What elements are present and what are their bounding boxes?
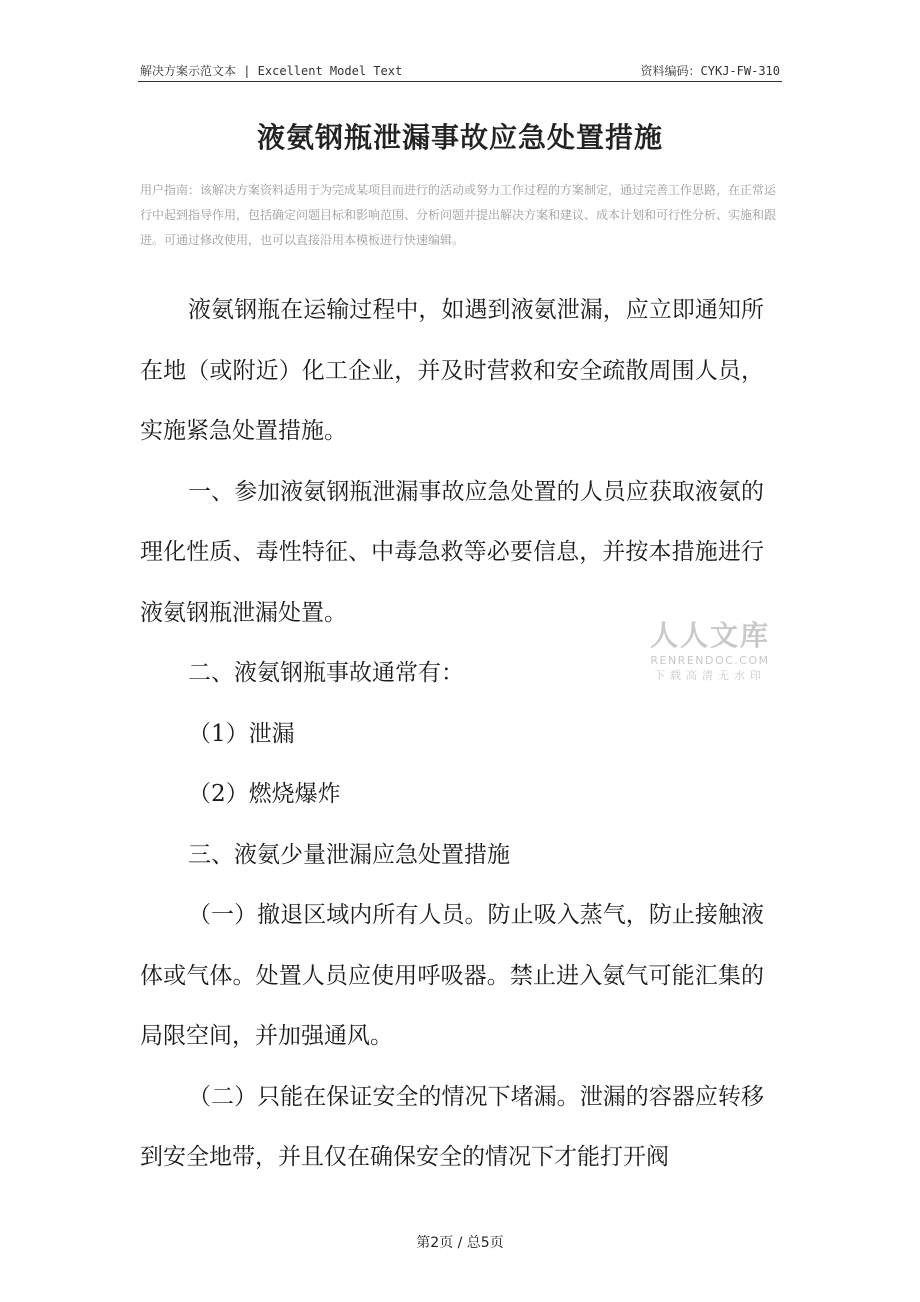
header-document-code: 资料编码：CYKJ-FW-310: [640, 64, 780, 78]
document-title: 液氨钢瓶泄漏事故应急处置措施: [256, 121, 663, 154]
list-item: （2）燃烧爆炸: [188, 781, 341, 807]
header-left-text: 解决方案示范文本 | Excellent Model Text: [140, 64, 403, 78]
paragraph: 一、参加液氨钢瓶泄漏事故应急处置的人员应获取液氨的理化性质、毒性特征、中毒急救等必要信息，并按本措施进行液氨钢瓶泄漏处置。: [140, 478, 764, 626]
document-body: [140, 280, 764, 1188]
header-divider: [138, 81, 782, 82]
page-indicator: 第2页 / 总5页: [416, 1235, 504, 1251]
paragraph: 二、液氨钢瓶事故通常有：: [188, 660, 464, 686]
watermark-sub: 下载高清无水印: [654, 669, 766, 682]
paragraph: （一）撤退区域内所有人员。防止吸入蒸气，防止接触液体或气体。处置人员应使用呼吸器。禁止进入氨气可能汇集的局限空间，并加强通风。: [140, 902, 764, 1049]
watermark-logo: [645, 618, 775, 684]
watermark-main: 人人文库: [649, 619, 770, 652]
paragraph: （二）只能在保证安全的情况下堵漏。泄漏的容器应转移到安全地带，并且仅在确保安全的情况下才能打开阀: [140, 1083, 764, 1170]
list-item: （1）泄漏: [188, 720, 295, 747]
user-guide-text: 用户指南：该解决方案资料适用于为完成某项目而进行的活动或努力工作过程的方案制定，通过完善工作思路，在正常运行中起到指导作用，包括确定问题目标和影响范围、分析问题并提出解决方案和建议、成本计划和可行性分析、实施和跟进。可通过修改使用，也可以直接沿用本模板进行快速编辑。: [140, 183, 777, 247]
watermark-site: RENRENDOC.COM: [650, 654, 770, 667]
paragraph: 液氨钢瓶在运输过程中，如遇到液氨泄漏，应立即通知所在地（或附近）化工企业，并及时营救和安全疏散周围人员，实施紧急处置措施。: [140, 297, 764, 444]
section-heading: 三、液氨少量泄漏应急处置措施: [188, 841, 510, 868]
